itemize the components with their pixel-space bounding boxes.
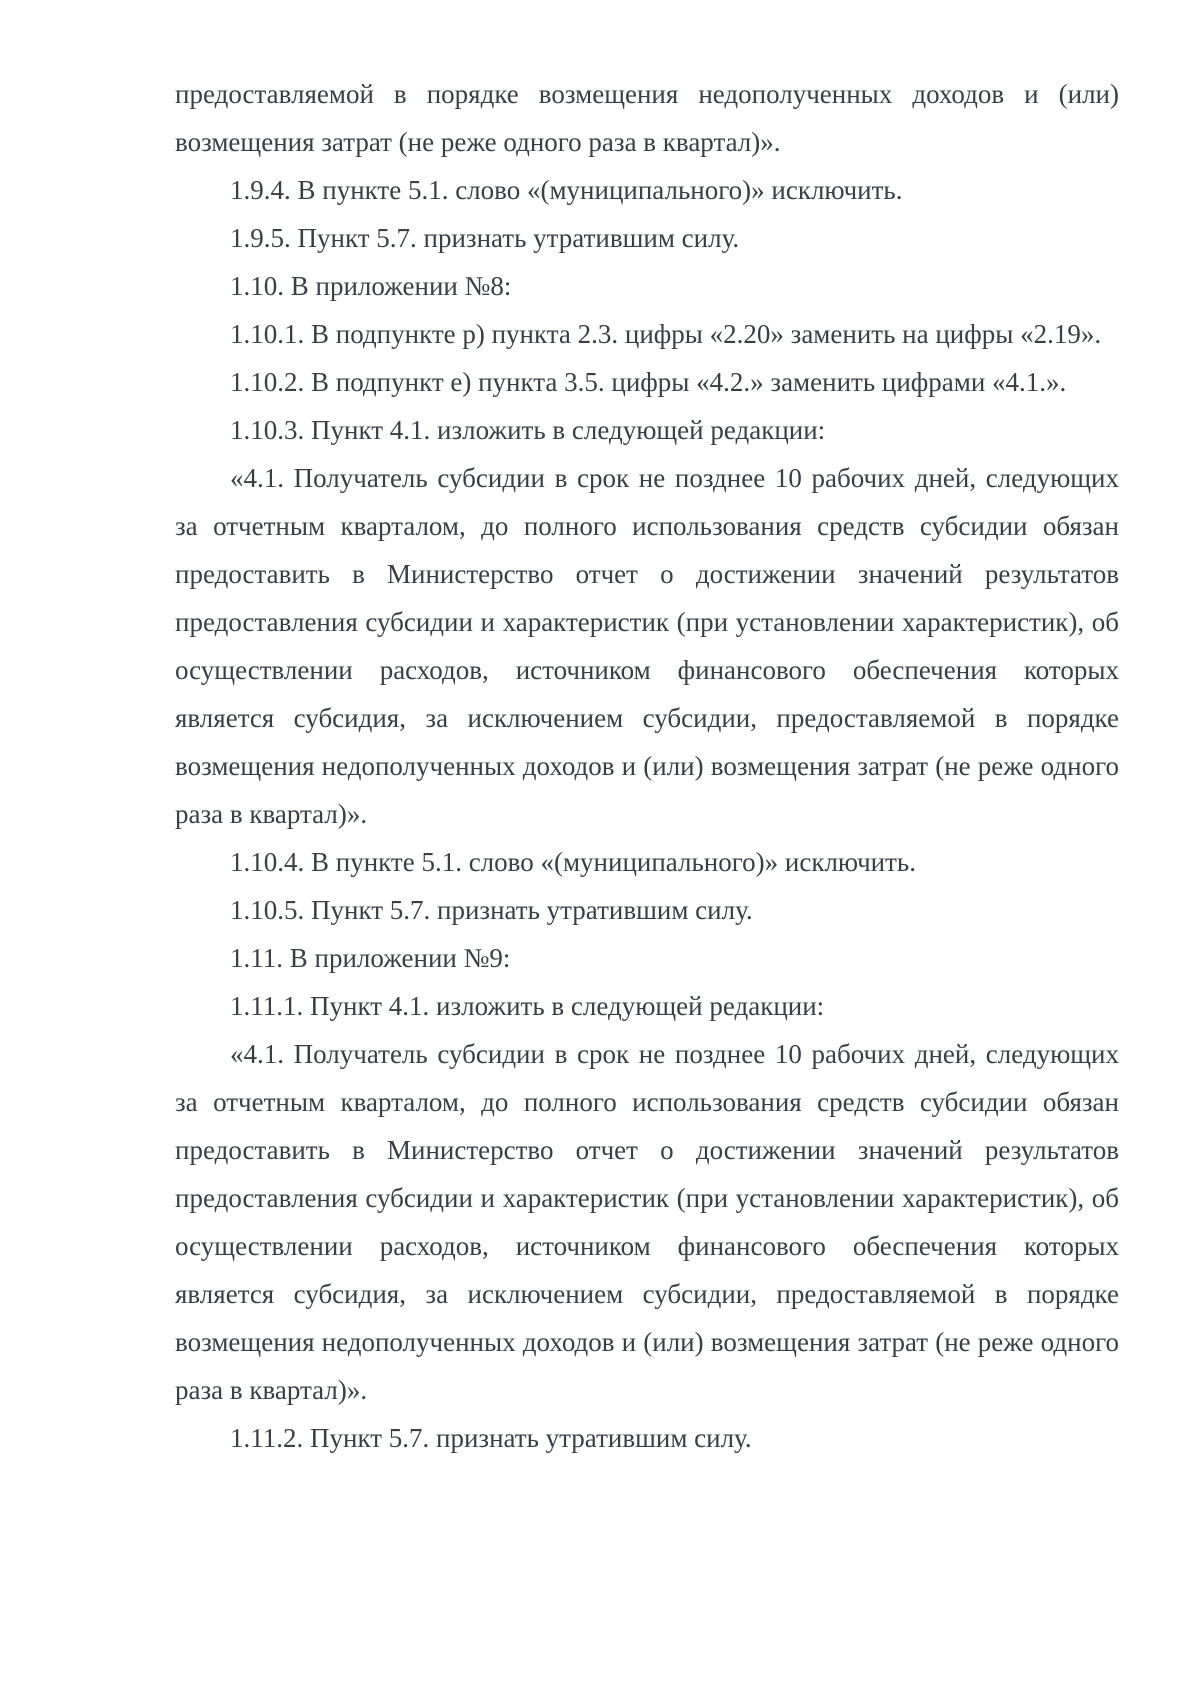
paragraph-1-10-2: 1.10.2. В подпункт е) пункта 3.5. цифры «4.2.» заменить цифрами «4.1.». [230,367,1067,397]
paragraph-1-11-1: 1.11.1. Пункт 4.1. изложить в следующей редакции: [230,991,825,1021]
paragraph-continuation: предоставляемой в порядке возмещения недополученных доходов и (или) возмещения затрат (не реже одного раза в квартал)». [175,79,1119,157]
paragraph-1-10-3: 1.10.3. Пункт 4.1. изложить в следующей редакции: [230,415,826,445]
paragraph-quote-4-1-first: «4.1. Получатель субсидии в срок не позднее 10 рабочих дней, следующих за отчетным кварталом, до полного использования средств субсидии обязан предоставить в Министерство отчет о достижении значений результатов предоставления субсидии и характеристик (при установлении характеристик), об осуществлении расходов, источником финансового обеспечения которых является субсидия, за исключением субсидии, предоставляемой в порядке возмещения недополученных доходов и (или) возмещения затрат (не реже одного раза в квартал)». [175,463,1119,829]
document-body [175,70,1119,1462]
paragraph-1-9-4: 1.9.4. В пункте 5.1. слово «(муниципального)» исключить. [230,175,903,205]
paragraph-1-11-2: 1.11.2. Пункт 5.7. признать утратившим силу. [230,1423,752,1453]
paragraph-1-10-1: 1.10.1. В подпункте р) пункта 2.3. цифры «2.20» заменить на цифры «2.19». [230,319,1102,349]
paragraph-1-10-5: 1.10.5. Пункт 5.7. признать утратившим силу. [230,895,753,925]
paragraph-1-11: 1.11. В приложении №9: [230,943,511,973]
paragraph-quote-4-1-second: «4.1. Получатель субсидии в срок не позднее 10 рабочих дней, следующих за отчетным кварталом, до полного использования средств субсидии обязан предоставить в Министерство отчет о достижении значений результатов предоставления субсидии и характеристик (при установлении характеристик), об осуществлении расходов, источником финансового обеспечения которых является субсидия, за исключением субсидии, предоставляемой в порядке возмещения недополученных доходов и (или) возмещения затрат (не реже одного раза в квартал)». [175,1039,1119,1405]
paragraph-1-10: 1.10. В приложении №8: [230,271,512,301]
paragraph-1-9-5: 1.9.5. Пункт 5.7. признать утратившим силу. [230,223,740,253]
paragraph-1-10-4: 1.10.4. В пункте 5.1. слово «(муниципального)» исключить. [230,847,916,877]
